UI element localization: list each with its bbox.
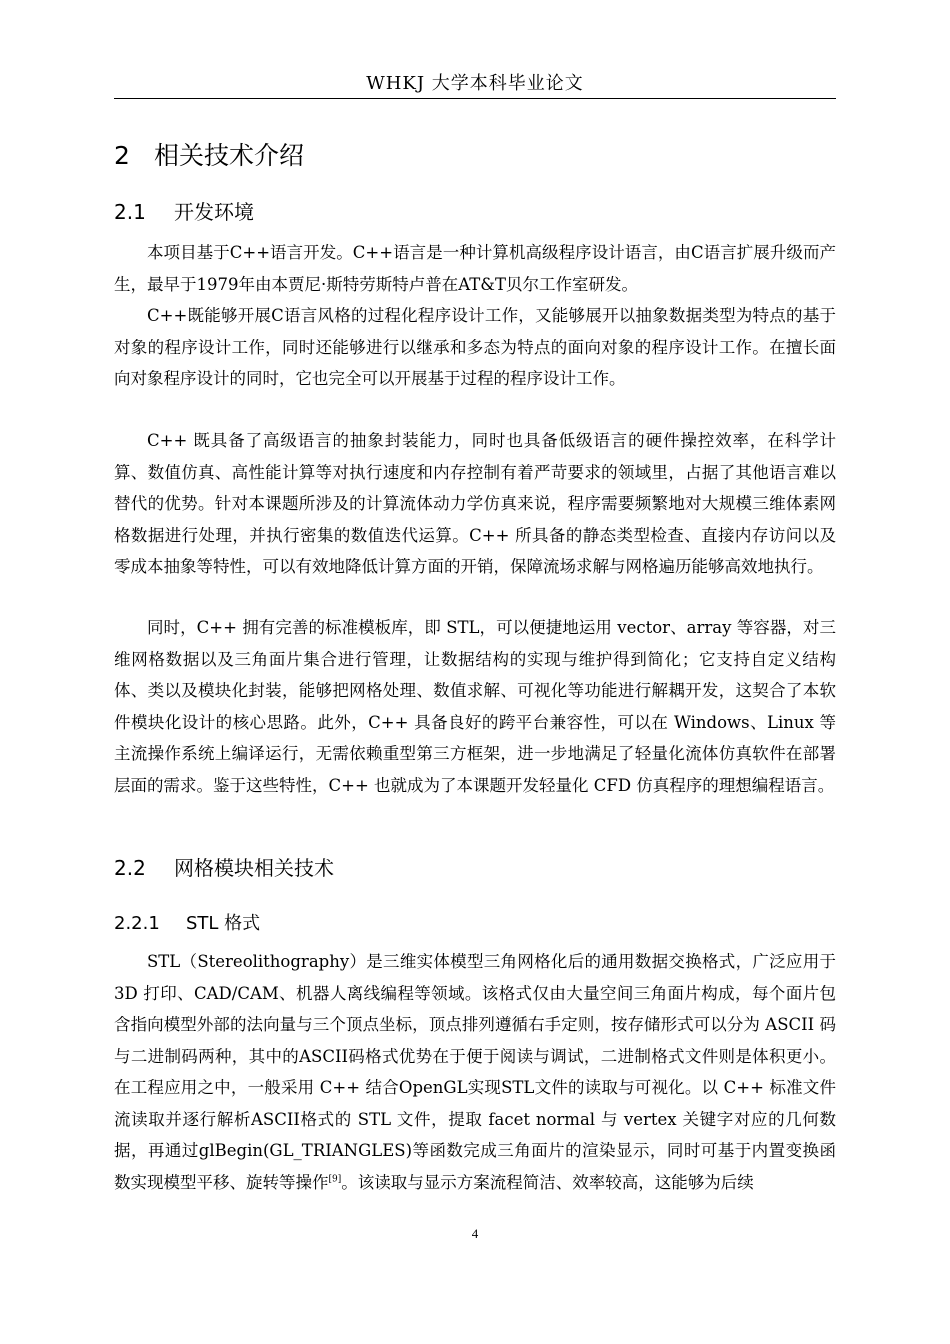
paragraph-stl-format — [114, 946, 836, 1198]
paragraph-cpp-intro: 本项目基于C++语言开发。C++语言是一种计算机高级程序设计语言，由C语言扩展升级而产生，最早于1979年由本贾尼·斯特劳斯特卢普在AT&T贝尔工作室研发。 — [114, 243, 836, 294]
section-heading-2-2 — [114, 853, 334, 883]
page-number: 4 — [471, 1226, 479, 1241]
paragraph-cpp-stl: 同时，C++ 拥有完善的标准模板库，即 STL，可以便捷地运用 vector、array 等容器，对三维网格数据以及三角面片集合进行管理，让数据结构的实现与维护得到简化；它支持自定义结构体、类以及模块化封装，能够把网格处理、数值求解、可视化等功能进行解耦开发，这契合了本软件模块化设计的核心思路。此外，C++ 具备良好的跨平台兼容性，可以在 Windows、Linux 等主流操作系统上编译运行，无需依赖重型第三方框架，进一步地满足了轻量化流体仿真软件在部署层面的需求。鉴于这些特性，C++ 也就成为了本课题开发轻量化 CFD 仿真程序的理想编程语言。 — [114, 618, 836, 795]
subsection-title: STL 格式 — [186, 913, 261, 934]
citation-reference: [9] — [328, 1174, 342, 1184]
section-number: 2.2 — [114, 856, 146, 880]
chapter-number: 2 — [114, 141, 130, 170]
paragraph-stl-tail: 。该读取与显示方案流程简洁、效率较高，这能够为后续 — [341, 1172, 754, 1192]
paragraph-cpp-paradigms: C++既能够开展C语言风格的过程化程序设计工作，又能够展开以抽象数据类型为特点的基于对象的程序设计工作，同时还能够进行以继承和多态为特点的面向对象的程序设计工作。在擅长面向对象程序设计的同时，它也完全可以开展基于过程的程序设计工作。 — [114, 306, 836, 388]
subsection-heading-2-2-1 — [114, 910, 260, 938]
running-header: WHKJ 大学本科毕业论文 — [366, 73, 584, 94]
header-rule — [114, 98, 836, 99]
paragraph-stl-text: STL（Stereolithography）是三维实体模型三角网格化后的通用数据交换格式，广泛应用于 3D 打印、CAD/CAM、机器人离线编程等领域。该格式仅由大量空间三角面片构成，每个面片包含指向模型外部的法向量与三个顶点坐标，顶点排列遵循右手定则，按存储形式可以分为 ASCII 码与二进制码两种，其中的ASCII码格式优势在于便于阅读与调试，二进制格式文件则是体积更小。在工程应用之中，一般采用 C++ 结合OpenGL实现STL文件的读取与可视化。以 C++ 标准文件流读取并逐行解析ASCII格式的 STL 文件，提取 facet normal 与 vertex 关键字对应的几何数据，再通过glBegin(GL_TRIANGLES)等函数完成三角面片的渲染显示，同时可基于内置变换函数实现模型平移、旋转等操作 — [114, 952, 836, 1192]
chapter-title: 相关技术介绍 — [154, 141, 305, 170]
subsection-number: 2.2.1 — [114, 913, 160, 934]
section-number: 2.1 — [114, 200, 146, 224]
paragraph-cpp-performance: C++ 既具备了高级语言的抽象封装能力，同时也具备低级语言的硬件操控效率，在科学计算、数值仿真、高性能计算等对执行速度和内存控制有着严苛要求的领域里，占据了其他语言难以替代的优势。针对本课题所涉及的计算流体动力学仿真来说，程序需要频繁地对大规模三维体素网格数据进行处理，并执行密集的数值迭代运算。C++ 所具备的静态类型检查、直接内存访问以及零成本抽象等特性，可以有效地降低计算方面的开销，保障流场求解与网格遍历能够高效地执行。 — [114, 431, 836, 576]
section-title: 开发环境 — [174, 200, 254, 224]
section-heading-2-1 — [114, 197, 254, 227]
section-title: 网格模块相关技术 — [174, 856, 334, 880]
chapter-heading — [114, 138, 304, 174]
